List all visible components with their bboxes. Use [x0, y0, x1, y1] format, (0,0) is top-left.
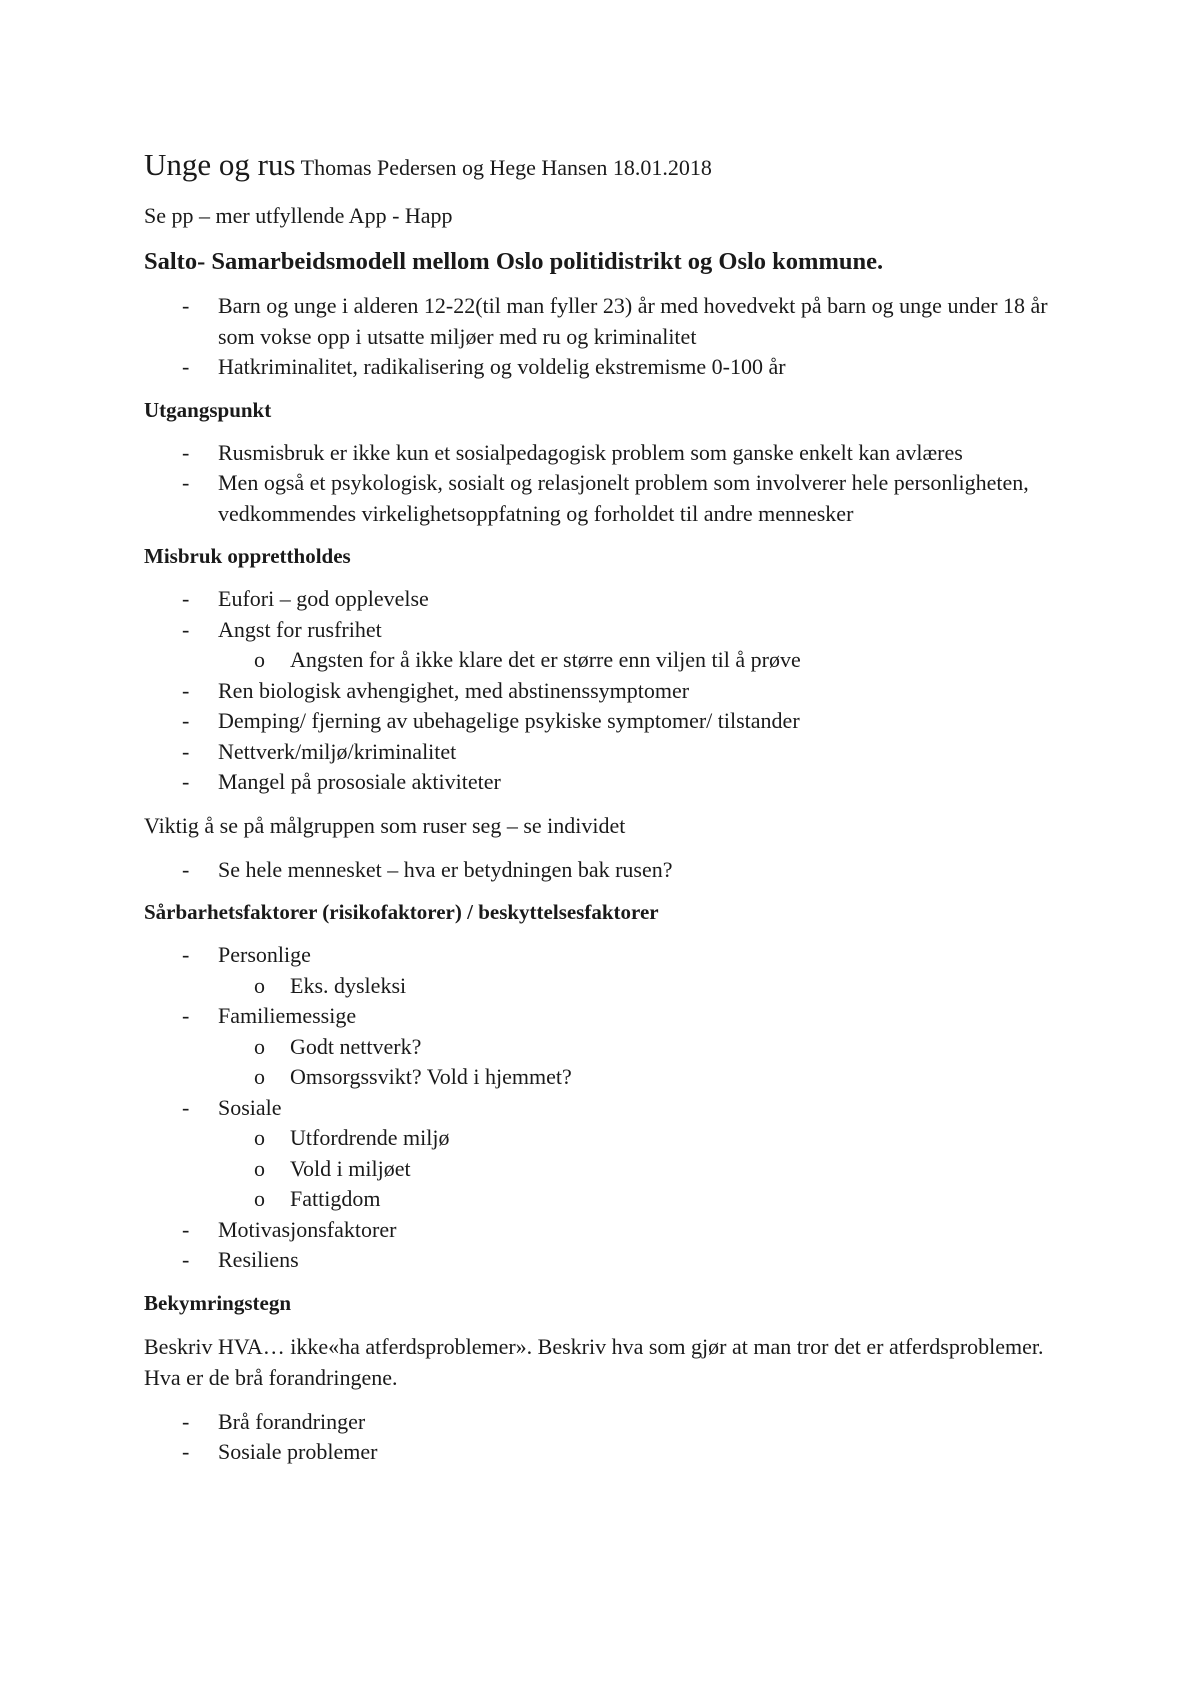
list-item: - Personlige	[144, 940, 1064, 971]
list-item: - Mangel på prososiale aktiviteter	[144, 767, 1064, 798]
list-item: - Se hele mennesket – hva er betydningen bak rusen?	[144, 855, 1064, 886]
bekymring-list	[144, 1407, 1064, 1468]
list-item: - Rusmisbruk er ikke kun et sosialpedagogisk problem som ganske enkelt kan avlæres	[144, 438, 1064, 469]
heading-bekymring: Bekymringstegn	[144, 1290, 291, 1315]
sarbarhet-list	[144, 940, 1064, 1276]
sub-list-item: o Vold i miljøet	[144, 1154, 1064, 1185]
list-item: - Resiliens	[144, 1245, 1064, 1276]
sub-list-item: o Godt nettverk?	[144, 1032, 1064, 1063]
list-item: - Men også et psykologisk, sosialt og relasjonelt problem som involverer hele personligheten, vedkommendes virkelighetsoppfatning og forholdet til andre mennesker	[144, 468, 1064, 529]
bekymring-text: Beskriv HVA… ikke«ha atferdsproblemer». Beskriv hva som gjør at man tror det er atferdsproblemer. Hva er de brå forandringene.	[144, 1333, 1044, 1390]
sub-list-item: o Utfordrende miljø	[144, 1123, 1064, 1154]
viktig-text: Viktig å se på målgruppen som ruser seg – se individet	[144, 812, 626, 838]
list-item: - Motivasjonsfaktorer	[144, 1215, 1064, 1246]
heading-salto: Salto- Samarbeidsmodell mellom Oslo politidistrikt og Oslo kommune.	[144, 248, 884, 275]
viktig-list	[144, 855, 1064, 886]
list-item: - Familiemessige	[144, 1001, 1064, 1032]
list-item: - Sosiale	[144, 1093, 1064, 1124]
sub-list-item: o Fattigdom	[144, 1184, 1064, 1215]
list-item: - Nettverk/miljø/kriminalitet	[144, 737, 1064, 768]
heading-sarbarhet: Sårbarhetsfaktorer (risikofaktorer) / beskyttelsesfaktorer	[144, 900, 659, 924]
title-subtitle: Thomas Pedersen og Hege Hansen 18.01.2018	[300, 155, 712, 180]
sub-list-item: o Angsten for å ikke klare det er større enn viljen til å prøve	[144, 645, 1064, 676]
title-main: Unge og rus	[144, 147, 296, 182]
list-item: - Ren biologisk avhengighet, med abstinenssymptomer	[144, 676, 1064, 707]
document-content	[144, 145, 1064, 1480]
list-item: - Eufori – god opplevelse	[144, 584, 1064, 615]
list-item: - Demping/ fjerning av ubehagelige psykiske symptomer/ tilstander	[144, 706, 1064, 737]
heading-misbruk: Misbruk opprettholdes	[144, 544, 351, 568]
sub-list-item: o Eks. dysleksi	[144, 971, 1064, 1002]
document-title	[144, 145, 1064, 188]
salto-list	[144, 291, 1064, 383]
list-item: - Sosiale problemer	[144, 1437, 1064, 1468]
list-item: - Barn og unge i alderen 12-22(til man fyller 23) år med hovedvekt på barn og unge under 18 år som vokse opp i utsatte miljøer med ru og kriminalitet	[144, 291, 1064, 352]
misbruk-list	[144, 584, 1064, 798]
list-item: - Hatkriminalitet, radikalisering og voldelig ekstremisme 0-100 år	[144, 352, 1064, 383]
list-item: - Brå forandringer	[144, 1407, 1064, 1438]
list-item: - Angst for rusfrihet	[144, 615, 1064, 646]
intro-text: Se pp – mer utfyllende App - Happ	[144, 203, 453, 228]
utgangspunkt-list	[144, 438, 1064, 530]
sub-list-item: o Omsorgssvikt? Vold i hjemmet?	[144, 1062, 1064, 1093]
heading-utgangspunkt: Utgangspunkt	[144, 397, 272, 422]
